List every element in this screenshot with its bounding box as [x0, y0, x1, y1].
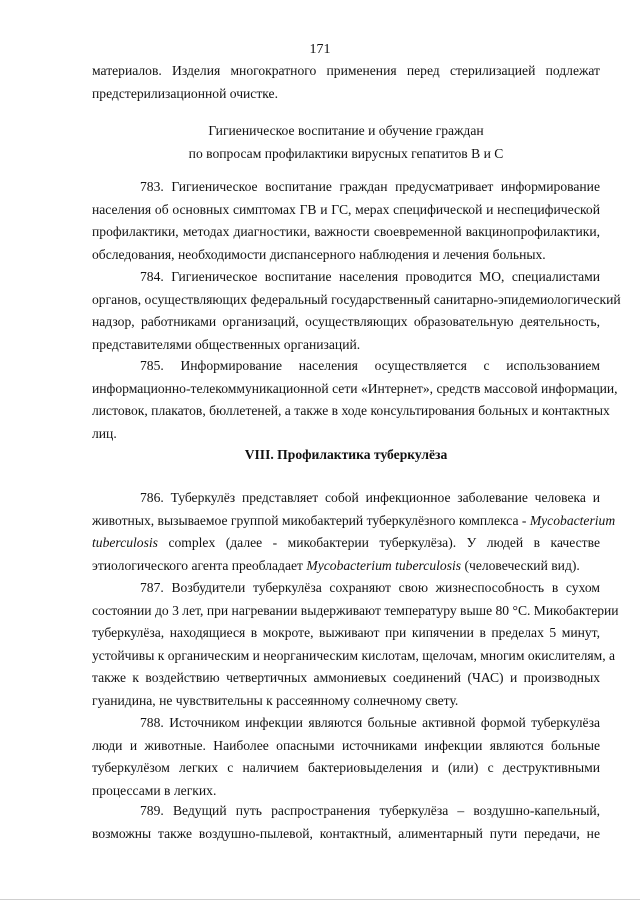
text-line: населения об основных симптомах ГВ и ГС, мерах специфической и неспецифической: [92, 201, 600, 217]
paragraph-786: [92, 487, 616, 577]
text-line: люди и животные. Наиболее опасными источниками инфекции являются больные: [92, 737, 600, 753]
text-line: 786. Туберкулёз представляет собой инфекционное заболевание человека и: [140, 490, 600, 505]
text-line: профилактики, методах диагностики, важности своевременной вакцинопрофилактики,: [92, 224, 600, 240]
text-line: [92, 532, 600, 555]
section-title: [92, 444, 600, 467]
text-line: также к воздействию четвертичных аммониевых соединений (ЧАС) и производных: [92, 670, 600, 686]
subsection-heading: [92, 120, 600, 165]
text-line: информационно-телекоммуникационной сети «Интернет», средств массовой информации,: [92, 380, 618, 396]
paragraph-783: [92, 176, 600, 266]
text-line: обследования, необходимости диспансерного наблюдения и лечения больных.: [92, 246, 546, 262]
text-line: 788. Источником инфекции являются больные активной формой туберкулёза: [140, 715, 600, 730]
heading-line: Гигиеническое воспитание и обучение граждан: [208, 123, 484, 138]
page-number: 171: [309, 42, 331, 57]
intro-paragraph: [92, 60, 600, 105]
paragraph-785: [92, 355, 618, 445]
text-line: 787. Возбудители туберкулёза сохраняют свою жизнеспособность в сухом: [140, 580, 600, 595]
text-line: гуанидина, не чувствительны к рассеянному солнечному свету.: [92, 692, 459, 708]
text-fragment: этиологического агента преобладает: [92, 557, 303, 573]
paragraph-789: [92, 800, 600, 845]
text-line: органов, осуществляющих федеральный государственный санитарно-эпидемиологический: [92, 291, 621, 307]
text-line: состоянии до 3 лет, при нагревании выдерживают температуру выше 80 °С. Микобактерии: [92, 602, 619, 618]
text-line: 785. Информирование населения осуществляется с использованием: [140, 358, 600, 373]
text-line: возможны также воздушно-пылевой, контактный, алиментарный пути передачи, не: [92, 825, 600, 841]
text-line: представителями общественных организаций.: [92, 336, 361, 352]
text-line: 784. Гигиеническое воспитание населения проводится МО, специалистами: [140, 269, 600, 284]
text-line: туберкулёзом легких с наличием бактериовыделения и (или) с деструктивными: [92, 760, 600, 776]
text-line: надзор, работниками организаций, осуществляющих образовательную деятельность,: [92, 314, 600, 330]
text-line: устойчивы к органическим и неорганическим кислотам, щелочам, многим окислителям, а: [92, 647, 616, 663]
text-line: процессами в легких.: [92, 782, 217, 798]
text-fragment: (человеческий вид).: [464, 557, 580, 573]
paragraph-788: [92, 712, 600, 802]
heading-line: по вопросам профилактики вирусных гепатитов В и С: [188, 145, 504, 161]
paragraph-787: [92, 577, 619, 713]
latin-term: tuberculosis: [92, 535, 158, 551]
text-line: [92, 555, 600, 578]
text-line: предстерилизационной очистке.: [92, 85, 278, 101]
paragraph-784: [92, 266, 621, 356]
latin-term: Mycobacterium: [529, 512, 616, 528]
page-bottom-edge: [0, 899, 640, 900]
text-line: материалов. Изделия многократного применения перед стерилизацией подлежат: [92, 63, 600, 78]
text-line: туберкулёза, находящиеся в мокроте, выживают при кипячении в пределах 5 минут,: [92, 625, 600, 641]
text-line: 789. Ведущий путь распространения туберкулёза – воздушно-капельный,: [140, 803, 600, 818]
text-line: листовок, плакатов, бюллетеней, а также в ходе консультирования больных и контактных: [92, 403, 610, 419]
text-fragment: животных, вызываемое группой микобактерий туберкулёзного комплекса -: [92, 512, 527, 528]
text-line: 783. Гигиеническое воспитание граждан предусматривает информирование: [140, 179, 600, 194]
latin-term: Mycobacterium tuberculosis: [306, 557, 462, 573]
section-title-text: VIII. Профилактика туберкулёза: [244, 447, 448, 462]
text-line: лиц.: [92, 425, 117, 441]
text-line: [92, 510, 616, 533]
text-fragment: complex (далее - микобактерии туберкулёза). У людей в качестве: [168, 535, 600, 551]
